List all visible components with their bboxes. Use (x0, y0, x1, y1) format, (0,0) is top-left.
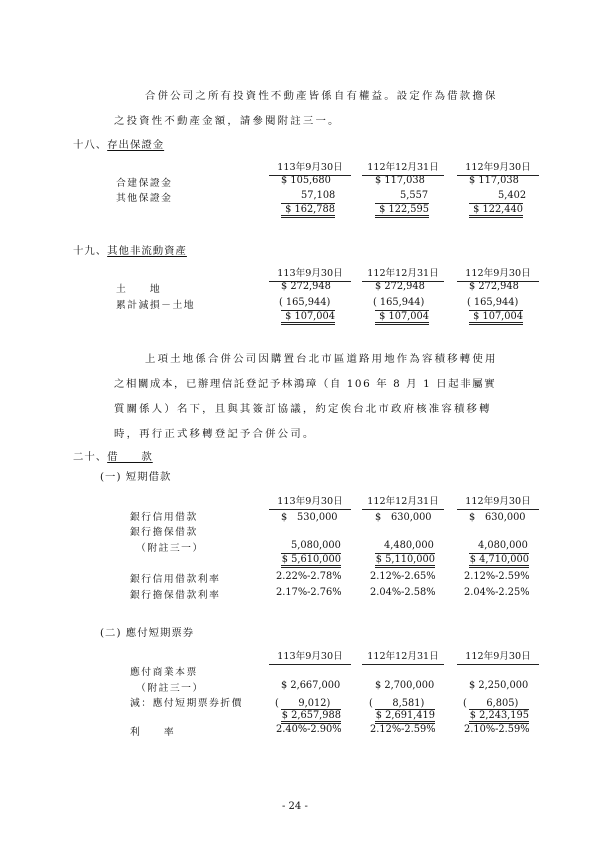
row-label: 合建保證金 (116, 178, 173, 189)
rate-label: 利 率 (130, 727, 176, 738)
section-19-title: 其他非流動資產 (107, 245, 187, 257)
total-cell: $ 122,595 (375, 203, 429, 218)
cell: 5,080,000 (291, 540, 341, 551)
cell: ( 165,944) (373, 297, 425, 308)
section-18-heading (73, 136, 164, 151)
rate-cell: 2.12%-2.59% (370, 724, 436, 735)
col-header-3: 112年9月30日 (457, 493, 539, 510)
rate-cell: 2.40%-2.90% (276, 724, 342, 735)
cell: 57,108 (301, 190, 336, 201)
rate-cell: 2.04%-2.58% (370, 587, 436, 598)
section-20-number: 二十、 (73, 451, 108, 463)
intro-line-2: 之投資性不動產金額，請參閱附註三一。 (114, 115, 341, 127)
col-header-1: 113年9月30日 (269, 648, 351, 665)
section-19-number: 十九、 (73, 245, 108, 257)
row-label: 土 地 (116, 284, 162, 295)
cell: 4,480,000 (384, 540, 434, 551)
cell: $ 117,038 (375, 175, 425, 186)
rate-label: 銀行信用借款利率 (130, 574, 221, 585)
col-header-2: 112年12月31日 (362, 493, 444, 510)
rate-cell: 2.22%-2.78% (276, 571, 342, 582)
section-18-title: 存出保證金 (107, 139, 165, 151)
cell: $ 2,700,000 (375, 680, 435, 691)
total-cell: $ 4,710,000 (469, 553, 529, 568)
col-header-1: 113年9月30日 (269, 493, 351, 510)
col-header-3: 112年9月30日 (457, 159, 539, 176)
section-20-title: 借 款 (107, 451, 153, 463)
cell: $ 630,000 (375, 512, 432, 523)
total-cell: $ 107,004 (375, 310, 429, 325)
cell: ( 165,944) (467, 297, 519, 308)
col-header-2: 112年12月31日 (362, 159, 444, 176)
rate-cell: 2.17%-2.76% (276, 587, 342, 598)
total-cell: $ 2,243,195 (469, 709, 529, 724)
col-header-2: 112年12月31日 (362, 265, 444, 282)
total-cell: $ 2,657,988 (281, 709, 341, 724)
col-header-3: 112年9月30日 (457, 265, 539, 282)
rate-cell: 2.10%-2.59% (464, 724, 530, 735)
section-18-number: 十八、 (73, 139, 108, 151)
subsection-1-title: (一) 短期借款 (100, 471, 172, 483)
row-label: （附註三一） (136, 543, 204, 554)
cell: ( 8,581) (369, 698, 425, 709)
rate-cell: 2.12%-2.59% (464, 571, 530, 582)
cell: $ 272,948 (281, 281, 331, 292)
page-number: - 24 - (282, 801, 308, 812)
rate-cell: 2.04%-2.25% (464, 587, 530, 598)
cell: 5,557 (400, 190, 429, 201)
section-19-heading (73, 242, 187, 257)
total-cell: $ 107,004 (281, 310, 335, 325)
total-cell: $ 5,610,000 (281, 553, 341, 568)
cell: 5,402 (498, 190, 527, 201)
row-label: 減：應付短期票券折價 (130, 698, 243, 709)
total-cell: $ 107,004 (469, 310, 523, 325)
total-cell: $ 122,440 (469, 203, 523, 218)
row-label: 銀行擔保借款 (130, 527, 198, 538)
cell: ( 6,805) (463, 698, 519, 709)
row-label: 應付商業本票 (130, 667, 198, 678)
section-19-para-line-4: 時，再行正式移轉登記予合併公司。 (114, 428, 316, 440)
col-header-2: 112年12月31日 (362, 648, 444, 665)
total-cell: $ 2,691,419 (375, 709, 435, 724)
row-label: 累計減損－土地 (116, 300, 196, 311)
cell: $ 2,250,000 (469, 680, 529, 691)
cell: 4,080,000 (478, 540, 528, 551)
subsection-2-title: (二) 應付短期票券 (100, 627, 195, 639)
col-header-3: 112年9月30日 (457, 648, 539, 665)
row-label: 其他保證金 (116, 193, 173, 204)
row-label: 銀行信用借款 (130, 512, 198, 523)
col-header-1: 113年9月30日 (269, 265, 351, 282)
total-cell: $ 162,788 (281, 203, 335, 218)
cell: $ 105,680 (281, 175, 331, 186)
rate-cell: 2.12%-2.65% (370, 571, 436, 582)
cell: $ 272,948 (375, 281, 425, 292)
row-label: （附註三一） (136, 683, 204, 694)
total-cell: $ 5,110,000 (375, 553, 435, 568)
cell: $ 2,667,000 (281, 680, 341, 691)
cell: $ 630,000 (469, 512, 526, 523)
rate-label: 銀行擔保借款利率 (130, 590, 221, 601)
cell: $ 530,000 (281, 512, 338, 523)
section-19-para-line-3: 質關係人）名下，且與其簽訂協議，約定俟台北市政府核准容積移轉 (114, 403, 492, 415)
section-19-para-line-2: 之相關成本，已辦理信託登記予林鴻璋（自 106 年 8 月 1 日起非屬實 (114, 378, 497, 390)
section-20-heading (73, 448, 153, 463)
section-19-para-line-1: 上項土地係合併公司因購置台北市區道路用地作為容積移轉使用 (145, 353, 498, 365)
cell: $ 272,948 (469, 281, 519, 292)
intro-line-1: 合併公司之所有投資性不動產皆係自有權益。設定作為借款擔保 (145, 90, 498, 102)
cell: ( 165,944) (279, 297, 331, 308)
col-header-1: 113年9月30日 (269, 159, 351, 176)
cell: ( 9,012) (275, 698, 331, 709)
cell: $ 117,038 (469, 175, 519, 186)
